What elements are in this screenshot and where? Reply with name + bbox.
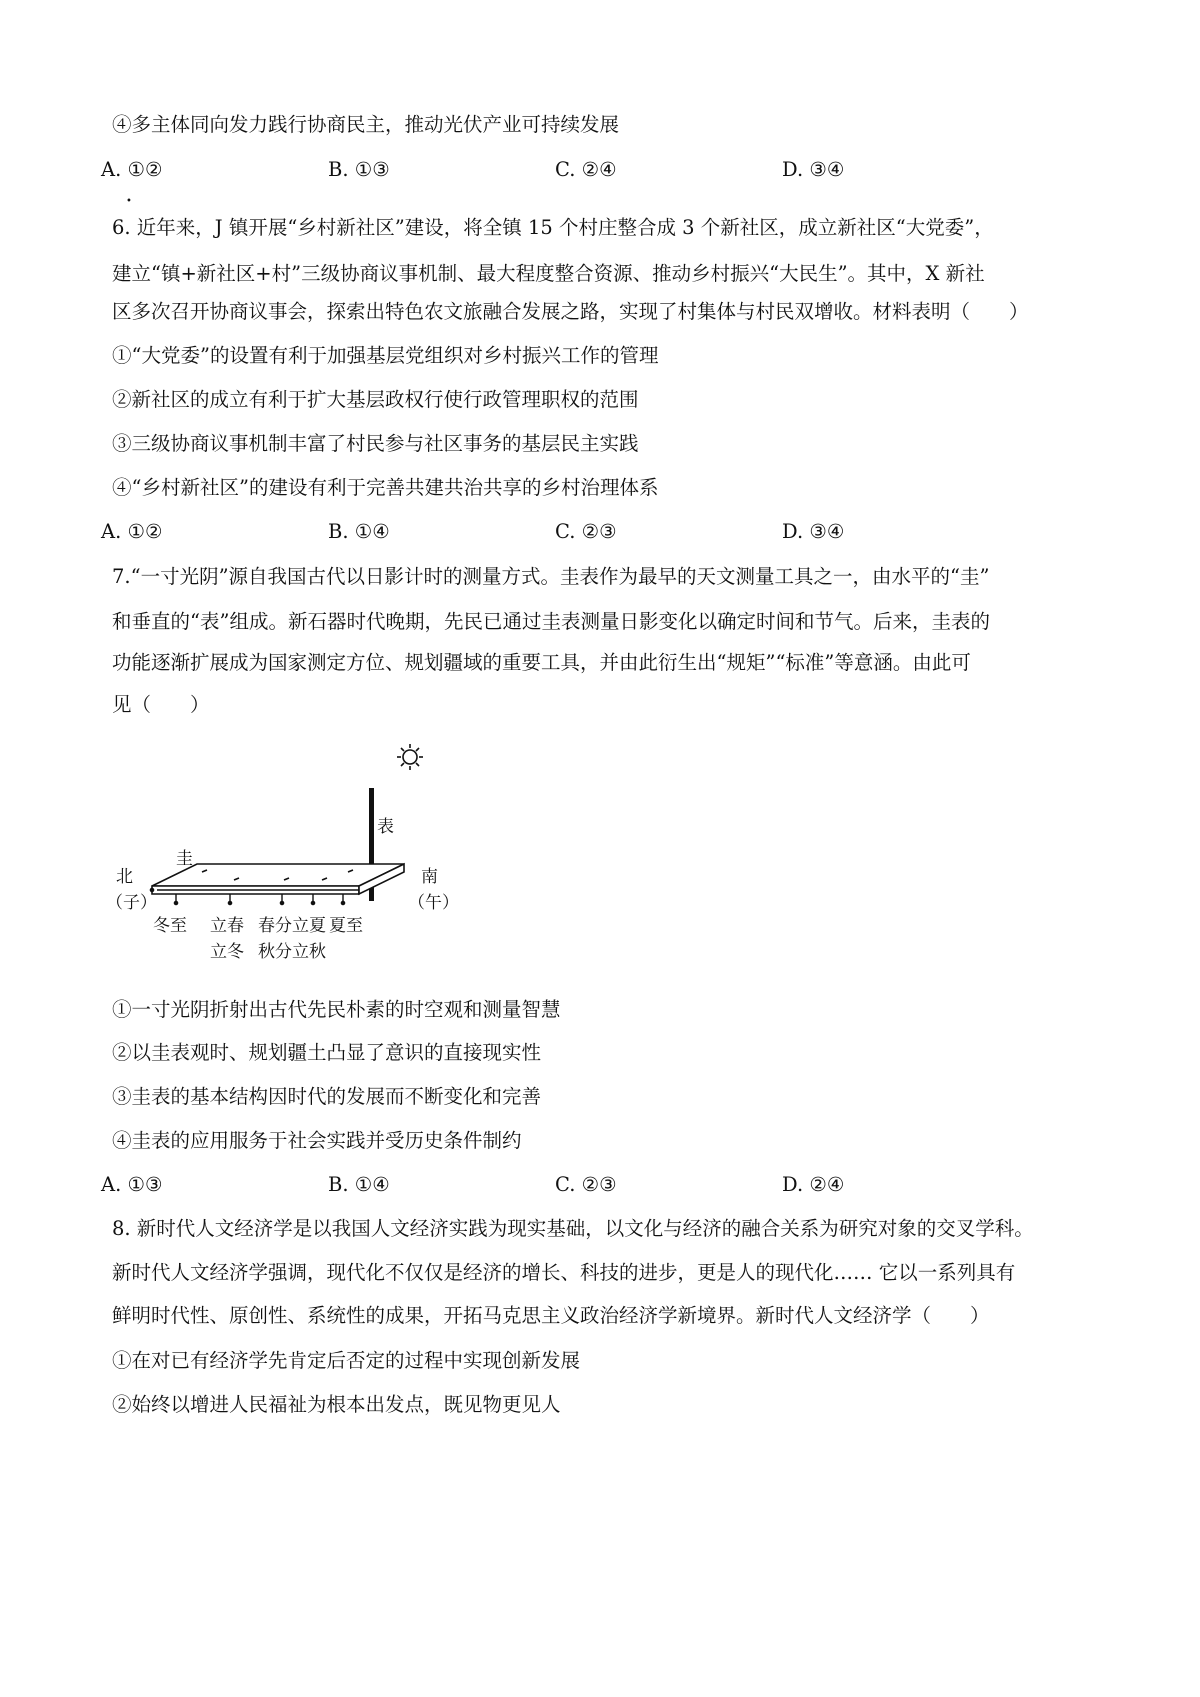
q6-option-b: B. ①④: [328, 520, 390, 543]
q7-item-1: ①一寸光阴折射出古代先民朴素的时空观和测量智慧: [112, 998, 561, 1021]
q6-item-1: ①“大党委”的设置有利于加强基层党组织对乡村振兴工作的管理: [112, 344, 659, 367]
q8-item-1: ①在对已有经济学先肯定后否定的过程中实现创新发展: [112, 1349, 581, 1372]
q7-option-b: B. ①④: [328, 1173, 390, 1196]
q8-stem-line-2: 新时代人文经济学强调，现代化不仅仅是经济的增长、科技的进步，更是人的现代化…… 它以一系列具有: [112, 1261, 1016, 1284]
q5-option-c: C. ②④: [555, 158, 617, 181]
q5-option-d: D. ③④: [782, 158, 845, 181]
q5-option-b: B. ①③: [328, 158, 390, 181]
q5-option-a: A. ①②: [101, 158, 163, 181]
north-label: 北: [116, 867, 133, 887]
q6-option-c: C. ②③: [555, 520, 617, 543]
q7-item-4: ④圭表的应用服务于社会实践并受历史条件制约: [112, 1129, 522, 1152]
south-label: 南: [421, 867, 438, 887]
q6-item-2: ②新社区的成立有利于扩大基层政权行使行政管理职权的范围: [112, 388, 639, 411]
q6-stem-line-3: 区多次召开协商议事会，探索出特色农文旅融合发展之路，实现了村集体与村民双增收。材料表明（ ）: [112, 300, 1029, 323]
q7-item-3: ③圭表的基本结构因时代的发展而不断变化和完善: [112, 1085, 542, 1108]
guibiao-figure: [106, 800, 512, 1070]
term-qiufen: 秋分: [258, 942, 292, 962]
north-sub-label: （子）: [106, 893, 157, 913]
q6-option-d: D. ③④: [782, 520, 845, 543]
q7-option-c: C. ②③: [555, 1173, 617, 1196]
q8-item-2: ②始终以增进人民福祉为根本出发点，既见物更见人: [112, 1393, 561, 1416]
q7-stem-line-1: 7.“一寸光阴”源自我国古代以日影计时的测量方式。圭表作为最早的天文测量工具之一，由水平的“圭”: [112, 565, 990, 588]
south-sub-label: （午）: [408, 893, 459, 913]
q6-item-3: ③三级协商议事机制丰富了村民参与社区事务的基层民主实践: [112, 432, 639, 455]
biao-label: 表: [377, 817, 394, 837]
q7-stem-line-2: 和垂直的“表”组成。新石器时代晚期，先民已通过圭表测量日影变化以确定时间和节气。后来，圭表的: [112, 610, 990, 633]
q7-option-d: D. ②④: [782, 1173, 845, 1196]
q8-stem-line-1: 8. 新时代人文经济学是以我国人文经济实践为现实基础，以文化与经济的融合关系为研究对象的交叉学科。: [112, 1217, 1034, 1240]
q6-option-a: A. ①②: [101, 520, 163, 543]
term-liqiu: 立秋: [292, 942, 326, 962]
sun-icon: [397, 744, 423, 770]
term-chunfen: 春分: [258, 916, 292, 936]
term-lichun: 立春: [210, 916, 244, 936]
term-xiazhi: 夏至: [329, 916, 363, 936]
q7-stem-line-3: 功能逐渐扩展成为国家测定方位、规划疆域的重要工具，并由此衍生出“规矩”“标准”等意涵。由此可: [112, 651, 971, 674]
q7-item-2: ②以圭表观时、规划疆土凸显了意识的直接现实性: [112, 1041, 542, 1064]
gui-label: 圭: [176, 849, 193, 869]
mark-dot: •: [126, 196, 132, 207]
term-lixia: 立夏: [292, 916, 326, 936]
q7-option-a: A. ①③: [101, 1173, 163, 1196]
q5-item-4: ④多主体同向发力践行协商民主，推动光伏产业可持续发展: [112, 113, 620, 136]
q7-stem-line-4: 见（ ）: [112, 693, 210, 716]
q8-stem-line-3: 鲜明时代性、原创性、系统性的成果，开拓马克思主义政治经济学新境界。新时代人文经济学（ ）: [112, 1304, 990, 1327]
q6-item-4: ④“乡村新社区”的建设有利于完善共建共治共享的乡村治理体系: [112, 476, 659, 499]
q6-stem-line-1: 6. 近年来，J 镇开展“乡村新社区”建设，将全镇 15 个村庄整合成 3 个新社区，成立新社区“大党委”，: [112, 216, 994, 239]
q6-stem-line-2: 建立“镇+新社区+村”三级协商议事机制、最大程度整合资源、推动乡村振兴“大民生”。其中，X 新社: [112, 262, 985, 285]
term-lidong: 立冬: [210, 942, 244, 962]
term-dongzhi: 冬至: [153, 916, 187, 936]
